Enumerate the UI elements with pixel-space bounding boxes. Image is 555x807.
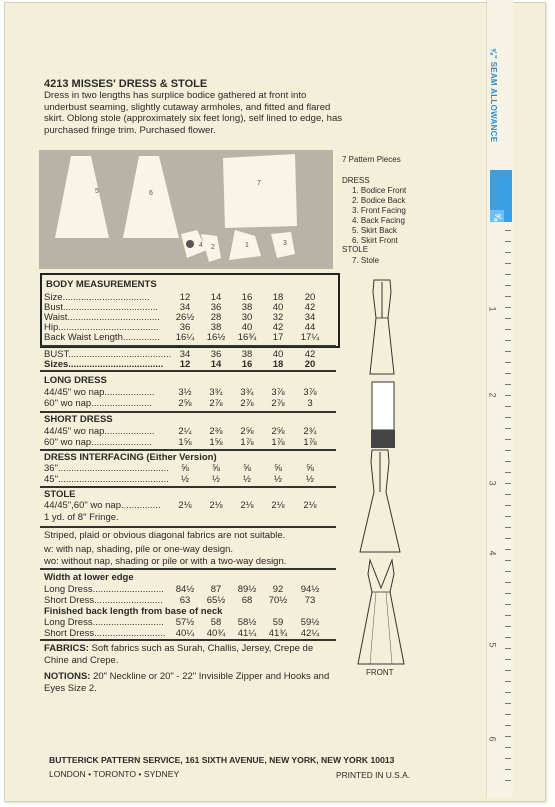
table-heading: STOLE <box>44 489 76 500</box>
row-value: ½ <box>306 474 314 485</box>
dress-short-back-illustration <box>356 448 404 556</box>
row-value: 94½ <box>300 584 320 595</box>
row-value: 30 <box>241 312 253 323</box>
row-label: Back Waist Length.............. <box>44 332 160 343</box>
pattern-piece-item: 1. Bodice Front <box>352 186 407 195</box>
row-value: 58 <box>210 617 222 628</box>
row-value: 41¼ <box>237 628 257 639</box>
row-value: 18 <box>272 359 284 370</box>
row-label: 60" wo nap....................... <box>44 437 152 448</box>
ruler-tick <box>505 307 511 308</box>
row-value: 1⅞ <box>303 437 317 448</box>
ruler-tick <box>505 604 511 605</box>
row-value: 14 <box>210 292 222 303</box>
piece-number: 5 <box>95 188 99 195</box>
piece-skirt-front <box>123 156 179 238</box>
row-value: 2⅝ <box>240 426 254 437</box>
row-label: 60" wo nap....................... <box>44 398 152 409</box>
row-value: 3¾ <box>209 387 223 398</box>
row-value: 26½ <box>175 312 195 323</box>
ruler-tick <box>505 505 511 506</box>
ruler-tick <box>505 582 511 583</box>
ruler-number: 5 <box>487 642 498 648</box>
row-label: Size................................. <box>44 292 150 303</box>
row-label: Bust.................................... <box>44 302 159 313</box>
fabrics-text <box>44 643 334 667</box>
piece-number: 1 <box>245 242 249 249</box>
ruler-tick <box>505 538 511 539</box>
ruler-tick <box>505 318 511 319</box>
row-value: 2⅛ <box>303 500 317 511</box>
ruler-tick <box>505 230 511 231</box>
row-value: 40¾ <box>206 628 226 639</box>
row-value: 59 <box>272 617 284 628</box>
ruler-tick <box>505 626 511 627</box>
row-value: 2⅛ <box>271 500 285 511</box>
section-divider <box>40 526 336 528</box>
ruler-tick <box>505 692 511 693</box>
note-text: Striped, plaid or obvious diagonal fabrics are not suitable. <box>44 530 286 541</box>
ruler-tick <box>505 384 511 385</box>
row-value: 38 <box>241 302 253 313</box>
row-value: 36 <box>179 322 191 333</box>
front-label: FRONT <box>366 668 394 677</box>
row-label: 36".......................................... <box>44 463 169 474</box>
stole-fringe <box>371 430 395 448</box>
row-value: 40 <box>272 302 284 313</box>
row-value: 1⅝ <box>178 437 192 448</box>
ruler-tick <box>505 681 511 682</box>
row-value: 42 <box>304 302 316 313</box>
row-value: 3⅞ <box>271 387 285 398</box>
row-value: 70½ <box>268 595 288 606</box>
row-value: 2⅛ <box>178 500 192 511</box>
piece-number: 7 <box>257 180 261 187</box>
ruler-tick <box>505 494 511 495</box>
table-heading: LONG DRESS <box>44 375 107 386</box>
row-value: 34 <box>179 349 191 360</box>
row-value: 2⅞ <box>240 398 254 409</box>
row-value: 1⅞ <box>271 437 285 448</box>
printed-in: PRINTED IN U.S.A. <box>336 770 410 780</box>
section-divider <box>40 639 336 641</box>
piece-stole <box>223 154 297 228</box>
ruler-tick <box>505 527 511 528</box>
row-value: 38 <box>210 322 222 333</box>
ruler-tick <box>505 406 511 407</box>
row-value: 34 <box>179 302 191 313</box>
row-value: 44 <box>304 322 316 333</box>
ruler-tick <box>505 395 511 396</box>
row-value: 16¾ <box>237 332 257 343</box>
piece-number: 4 <box>199 242 203 249</box>
ruler-tick <box>505 373 511 374</box>
row-value: ½ <box>181 474 189 485</box>
table-heading: SHORT DRESS <box>44 414 113 425</box>
row-value: 36 <box>210 302 222 313</box>
ruler-tick <box>505 747 511 748</box>
row-value: ⅝ <box>212 463 220 474</box>
notions-label: NOTIONS: <box>44 671 91 682</box>
row-value: 87 <box>210 584 222 595</box>
row-value: 2⅝ <box>271 426 285 437</box>
notions-description: 20" Neckline or 20" - 22" Invisible Zipper and Hooks and Eyes Size 2. <box>44 671 330 694</box>
ruler-tick <box>505 428 511 429</box>
pieces-svg <box>39 150 333 269</box>
row-value: 3¾ <box>240 387 254 398</box>
row-value: 17 <box>272 332 284 343</box>
piece-number: 6 <box>149 190 153 197</box>
row-label: Waist................................... <box>44 312 160 323</box>
section-divider <box>40 486 336 488</box>
row-value: 2⅜ <box>209 426 223 437</box>
ruler-tick <box>505 703 511 704</box>
row-value: 2⅛ <box>209 500 223 511</box>
pattern-pieces-dress-label: DRESS <box>342 176 370 185</box>
row-value: ⅝ <box>181 463 189 474</box>
ruler-tick <box>505 241 511 242</box>
row-value: 40 <box>272 349 284 360</box>
row-value: 16 <box>241 359 253 370</box>
fabrics-label: FABRICS: <box>44 643 89 654</box>
ruler-tick <box>505 296 511 297</box>
row-value: 63 <box>179 595 191 606</box>
ruler-number: 4 <box>487 550 498 556</box>
ruler-tick <box>505 714 511 715</box>
ruler-fraction: ⅝ <box>492 213 503 221</box>
ruler-tick <box>505 736 511 737</box>
table-heading: DRESS INTERFACING (Either Version) <box>44 452 217 463</box>
row-value: 2⅞ <box>271 398 285 409</box>
ruler-tick <box>505 362 511 363</box>
seam-allowance-label: ⅝" SEAM ALLOWANCE <box>489 48 498 143</box>
row-label: Long Dress........................... <box>44 617 164 628</box>
row-value: 92 <box>272 584 284 595</box>
row-value: 12 <box>179 292 191 303</box>
pattern-pieces-diagram <box>39 150 333 269</box>
grain-marker <box>186 240 194 248</box>
section-divider <box>40 568 336 570</box>
row-value: 2⅛ <box>240 500 254 511</box>
row-value: 18 <box>272 292 284 303</box>
row-label: Hip...................................... <box>44 322 159 333</box>
ruler-tick <box>505 648 511 649</box>
ruler-tick <box>505 516 511 517</box>
pattern-pieces-stole-label: STOLE <box>342 245 369 254</box>
section-divider <box>40 449 336 451</box>
ruler-number: 2 <box>487 392 498 398</box>
row-value: ⅝ <box>306 463 314 474</box>
row-value: 65½ <box>206 595 226 606</box>
row-value: 2⅝ <box>178 398 192 409</box>
ruler-tick <box>505 263 511 264</box>
ruler-tick <box>505 351 511 352</box>
ruler-tick <box>505 417 511 418</box>
row-value: 32 <box>272 312 284 323</box>
ruler-tick <box>505 670 511 671</box>
row-value: ½ <box>243 474 251 485</box>
table-heading: Width at lower edge <box>44 572 134 583</box>
notions-text <box>44 671 334 695</box>
ruler-tick <box>505 593 511 594</box>
row-value: 2¼ <box>178 426 192 437</box>
pattern-description: Dress in two lengths has surplice bodice gathered at front into underbust seaming, slightly cutaway armholes, and fitted and flared skirt. Oblong stole (approximately six feet long), self lined to edge, has purchased fringe trim. Purchased flower. <box>44 90 343 136</box>
piece-skirt-back <box>55 156 109 238</box>
row-value: 40 <box>241 322 253 333</box>
ruler-tick <box>505 450 511 451</box>
ruler-tick <box>505 340 511 341</box>
ruler-tick <box>505 472 511 473</box>
row-value: 20 <box>304 292 316 303</box>
dress-back-illustration <box>360 278 404 378</box>
row-label: BUST....................................... <box>44 349 172 360</box>
pattern-piece-item: 3. Front Facing <box>352 206 406 215</box>
ruler-tick <box>505 571 511 572</box>
ruler-tick <box>505 780 511 781</box>
row-value: 89½ <box>237 584 257 595</box>
row-value: 1⅞ <box>240 437 254 448</box>
ruler-number: 1 <box>487 306 498 312</box>
row-label: 45".......................................... <box>44 474 169 485</box>
row-value: 42 <box>272 322 284 333</box>
row-label: Short Dress.......................... <box>44 595 163 606</box>
section-divider <box>40 370 336 372</box>
ruler-tick <box>505 769 511 770</box>
row-value: 3½ <box>178 387 192 398</box>
row-value: 68 <box>241 595 253 606</box>
row-value: 58½ <box>237 617 257 628</box>
ruler-tick <box>505 252 511 253</box>
row-value: 73 <box>304 595 316 606</box>
ruler-tick <box>505 560 511 561</box>
row-label: Long Dress........................... <box>44 584 164 595</box>
pattern-piece-item: 2. Bodice Back <box>352 196 406 205</box>
row-value: 40¼ <box>175 628 195 639</box>
pattern-piece-item: 6. Skirt Front <box>352 236 398 245</box>
stole-illustration <box>366 380 402 452</box>
footer-address: BUTTERICK PATTERN SERVICE, 161 SIXTH AVENUE, NEW YORK, NEW YORK 10013 <box>49 755 395 765</box>
row-value: 42¼ <box>300 628 320 639</box>
row-label: 44/45" wo nap................... <box>44 426 155 437</box>
pattern-pieces-heading: 7 Pattern Pieces <box>342 155 401 164</box>
ruler-tick <box>505 615 511 616</box>
row-value: ½ <box>212 474 220 485</box>
row-label: 44/45",60" wo nap............... <box>44 500 161 511</box>
row-value: 12 <box>179 359 191 370</box>
body-measurements-heading: BODY MEASUREMENTS <box>46 279 157 290</box>
note-text: wo: without nap, shading or pile or with a two-way design. <box>44 556 287 567</box>
piece-number: 2 <box>211 244 215 251</box>
ruler-tick <box>505 758 511 759</box>
row-value: 59½ <box>300 617 320 628</box>
ruler-tick <box>505 549 511 550</box>
row-value: 38 <box>241 349 253 360</box>
row-value: 16 <box>241 292 253 303</box>
fringe-note: 1 yd. of 8" Fringe. <box>44 512 119 523</box>
ruler-tick <box>505 483 511 484</box>
row-value: ⅝ <box>243 463 251 474</box>
row-value: ⅝ <box>274 463 282 474</box>
row-value: 57½ <box>175 617 195 628</box>
row-value: 16¼ <box>175 332 195 343</box>
table-heading: Finished back length from base of neck <box>44 606 223 617</box>
row-value: 17¼ <box>300 332 320 343</box>
ruler-tick <box>505 659 511 660</box>
pattern-piece-item: 5. Skirt Back <box>352 226 397 235</box>
row-value: 2¾ <box>303 426 317 437</box>
row-value: 84½ <box>175 584 195 595</box>
ruler-tick <box>505 285 511 286</box>
pattern-piece-item: 4. Back Facing <box>352 216 405 225</box>
note-text: w: with nap, shading, pile or one-way design. <box>44 544 234 555</box>
row-value: ½ <box>274 474 282 485</box>
ruler-tick <box>505 725 511 726</box>
row-label: 44/45" wo nap................... <box>44 387 155 398</box>
section-divider <box>40 411 336 413</box>
piece-number: 3 <box>283 240 287 247</box>
footer-cities: LONDON • TORONTO • SYDNEY <box>49 769 180 779</box>
row-value: 2⅞ <box>209 398 223 409</box>
ruler-number: 6 <box>487 736 498 742</box>
row-value: 16½ <box>206 332 226 343</box>
row-value: 1⅝ <box>209 437 223 448</box>
ruler-tick <box>505 329 511 330</box>
row-value: 20 <box>304 359 316 370</box>
row-label: Sizes.................................... <box>44 359 164 370</box>
ruler-tick <box>505 274 511 275</box>
row-value: 36 <box>210 349 222 360</box>
row-value: 3 <box>307 398 313 409</box>
row-value: 14 <box>210 359 222 370</box>
row-value: 34 <box>304 312 316 323</box>
row-value: 28 <box>210 312 222 323</box>
fabrics-description: Soft fabrics such as Surah, Challis, Jersey, Crepe de Chine and Crepe. <box>44 643 314 666</box>
row-value: 41¾ <box>268 628 288 639</box>
ruler-tick <box>505 439 511 440</box>
pattern-piece-item: 7. Stole <box>352 256 380 265</box>
section-divider <box>40 345 336 347</box>
ruler-tick <box>505 637 511 638</box>
pattern-title: 4213 MISSES' DRESS & STOLE <box>44 78 208 90</box>
ruler-number: 3 <box>487 480 498 486</box>
dress-front-illustration <box>354 558 408 668</box>
row-value: 42 <box>304 349 316 360</box>
ruler-tick <box>505 461 511 462</box>
row-label: Short Dress........................... <box>44 628 166 639</box>
row-value: 3⅞ <box>303 387 317 398</box>
